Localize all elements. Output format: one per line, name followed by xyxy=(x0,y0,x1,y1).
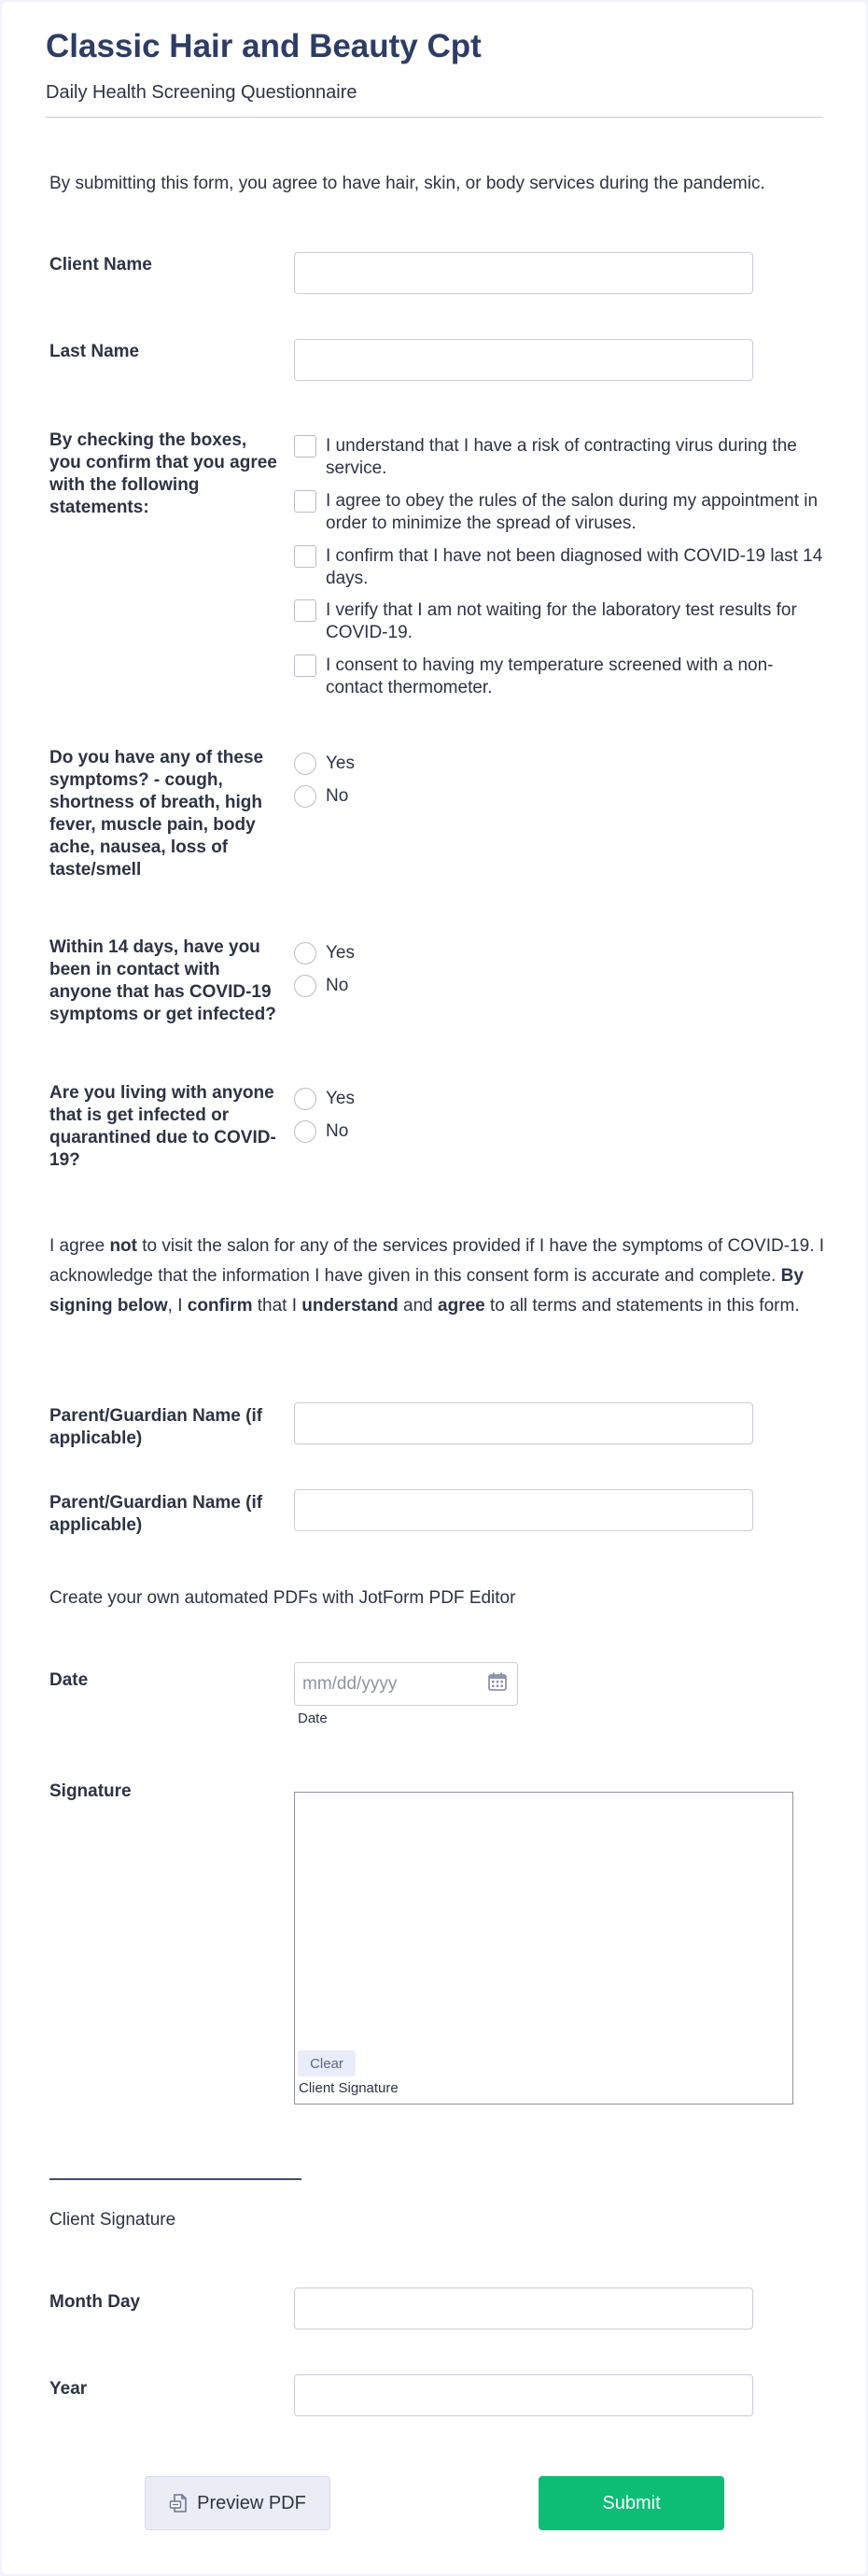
pdf-editor-note: Create your own automated PDFs with JotForm PDF Editor xyxy=(49,1588,516,1608)
contact-option-no[interactable] xyxy=(294,975,826,997)
radio-button[interactable] xyxy=(294,753,316,775)
form-subtitle: Daily Health Screening Questionnaire xyxy=(46,82,357,103)
checkbox[interactable] xyxy=(294,545,316,568)
radio-button[interactable] xyxy=(294,785,316,808)
living-label: Are you living with anyone that is get infected or quarantined due to COVID-19? xyxy=(49,1083,276,1170)
month-day-input[interactable] xyxy=(294,2287,753,2330)
signature-caption: Client Signature xyxy=(299,2080,399,2096)
guardian-name-label-2: Parent/Guardian Name (if applicable) xyxy=(49,1493,263,1535)
guardian-name-label-1: Parent/Guardian Name (if applicable) xyxy=(49,1406,263,1448)
radio-label: No xyxy=(326,786,349,806)
signature-pad[interactable] xyxy=(294,1792,793,2104)
last-name-input[interactable] xyxy=(294,339,753,381)
date-input[interactable] xyxy=(294,1662,518,1706)
contact-option-yes[interactable] xyxy=(294,942,826,964)
form-title: Classic Hair and Beauty Cpt xyxy=(46,28,482,64)
living-option-no[interactable] xyxy=(294,1120,826,1143)
date-sublabel: Date xyxy=(298,1710,328,1726)
symptoms-option-no[interactable] xyxy=(294,785,826,808)
intro-text: By submitting this form, you agree to have hair, skin, or body services during the pandemic. xyxy=(49,174,765,193)
signature-label: Signature xyxy=(49,1781,132,1801)
checkbox[interactable] xyxy=(294,490,316,513)
month-day-label: Month Day xyxy=(49,2292,141,2312)
radio-label: Yes xyxy=(326,1089,355,1108)
radio-label: Yes xyxy=(326,753,355,773)
client-name-input[interactable] xyxy=(294,252,753,294)
statements-label: By checking the boxes, you confirm that you agree with the following statements: xyxy=(49,430,277,517)
radio-button[interactable] xyxy=(294,975,316,997)
contact-label: Within 14 days, have you been in contact with anyone that has COVID-19 symptoms or get infected? xyxy=(49,937,276,1024)
client-signature-text: Client Signature xyxy=(49,2210,176,2230)
radio-label: No xyxy=(326,976,349,995)
symptoms-label: Do you have any of these symptoms? - cough, shortness of breath, high fever, muscle pain, body ache, nausea, loss of taste/smell xyxy=(49,748,264,880)
pdf-document-icon xyxy=(169,2493,188,2513)
client-name-label: Client Name xyxy=(49,255,152,274)
clear-signature-button[interactable]: Clear xyxy=(298,2050,356,2076)
radio-button[interactable] xyxy=(294,942,316,964)
preview-pdf-button[interactable] xyxy=(145,2476,330,2530)
statement-option-label: I agree to obey the rules of the salon during my appointment in order to minimize the spread of viruses. xyxy=(326,491,819,533)
statement-option-label: I verify that I am not waiting for the laboratory test results for COVID-19. xyxy=(326,600,797,642)
preview-pdf-label: Preview PDF xyxy=(197,2492,306,2513)
date-label: Date xyxy=(49,1670,89,1690)
calendar-icon[interactable] xyxy=(487,1671,508,1696)
radio-label: No xyxy=(326,1121,349,1141)
statement-option-label: I understand that I have a risk of contracting virus during the service. xyxy=(326,436,797,478)
statement-option-3[interactable] xyxy=(294,545,826,590)
radio-label: Yes xyxy=(326,943,355,963)
statement-option-2[interactable] xyxy=(294,490,826,535)
statement-option-label: I confirm that I have not been diagnosed with COVID-19 last 14 days. xyxy=(326,546,823,588)
statement-option-5[interactable] xyxy=(294,655,826,699)
checkbox[interactable] xyxy=(294,655,316,677)
radio-button[interactable] xyxy=(294,1088,316,1110)
guardian-name-input-2[interactable] xyxy=(294,1489,753,1531)
statement-option-4[interactable] xyxy=(294,599,826,644)
checkbox[interactable] xyxy=(294,599,316,622)
last-name-label: Last Name xyxy=(49,342,140,361)
statement-option-1[interactable] xyxy=(294,435,826,480)
living-option-yes[interactable] xyxy=(294,1088,826,1110)
statement-option-label: I consent to having my temperature screened with a non-contact thermometer. xyxy=(326,655,774,697)
year-input[interactable] xyxy=(294,2374,753,2416)
agreement-text: I agree not to visit the salon for any of the services provided if I have the symptoms of COVID-19. I acknowledge that the information I have given in this consent form is accurate and complete. By signing below, I confirm that I understand and agree to all terms and statements in this form. xyxy=(49,1236,825,1316)
date-placeholder: mm/dd/yyyy xyxy=(302,1673,398,1694)
signature-line xyxy=(49,2178,301,2180)
radio-button[interactable] xyxy=(294,1120,316,1143)
submit-button[interactable]: Submit xyxy=(539,2476,724,2530)
checkbox[interactable] xyxy=(294,435,316,457)
year-label: Year xyxy=(49,2379,88,2399)
guardian-name-input-1[interactable] xyxy=(294,1402,753,1444)
header-divider xyxy=(46,117,822,118)
symptoms-option-yes[interactable] xyxy=(294,753,826,775)
